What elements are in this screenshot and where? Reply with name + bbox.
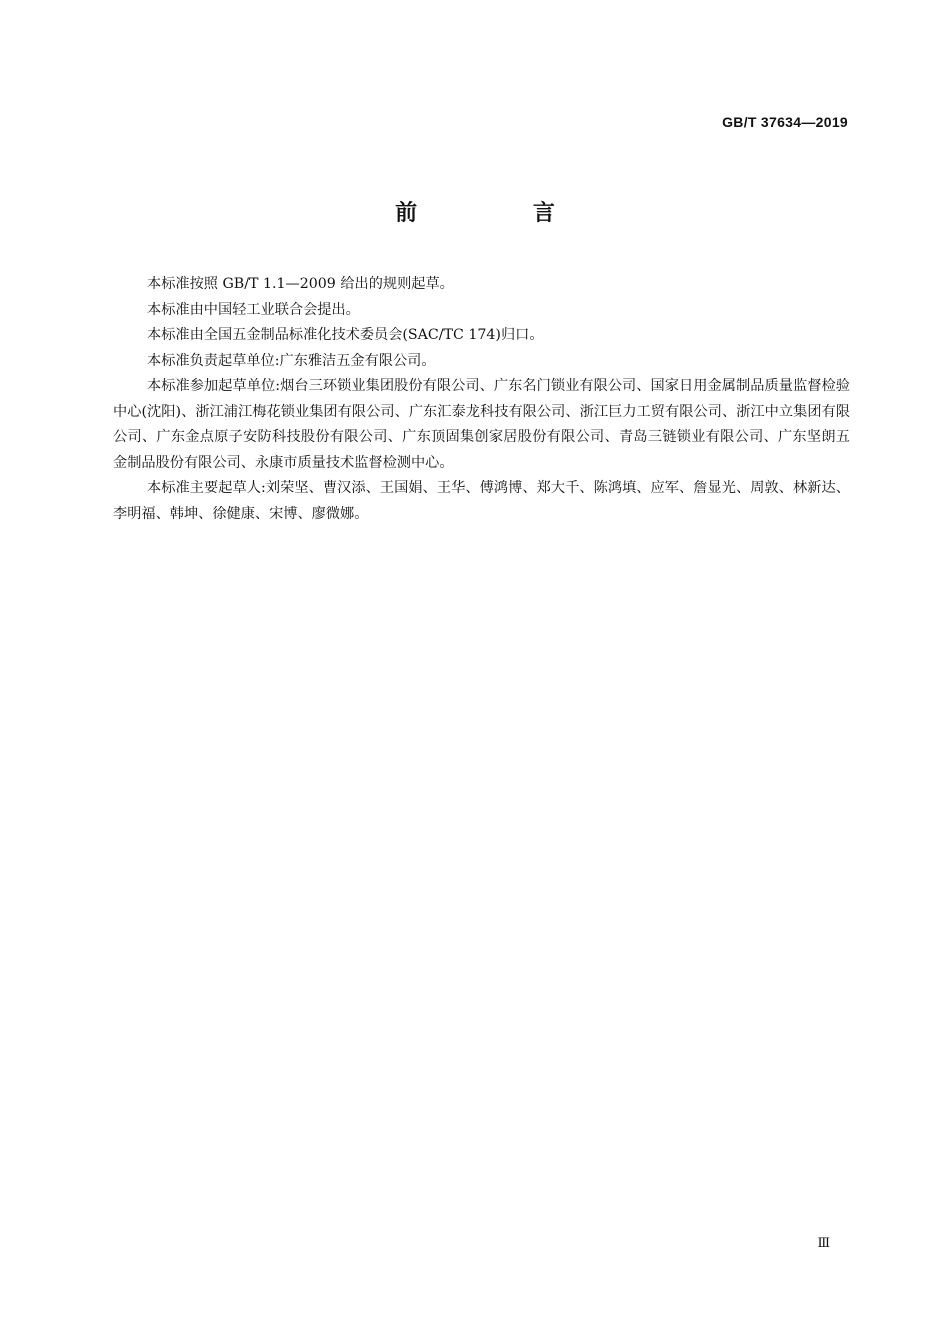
page-number: Ⅲ — [817, 1236, 830, 1251]
paragraph-responsible-committee: 本标准由全国五金制品标准化技术委员会(SAC/TC 174)归口。 — [147, 327, 544, 343]
standard-number: GB/T 37634—2019 — [722, 114, 848, 130]
page-title: 前 言 — [395, 201, 609, 226]
paragraph-main-drafters: 本标准主要起草人:刘荣坚、曹汉添、王国娟、王华、傅鸿博、郑大千、陈鸿填、应军、詹显光、周敦、林新达、李明福、韩坤、徐健康、宋博、廖微娜。 — [113, 480, 850, 522]
paragraph-participating-units: 本标准参加起草单位:烟台三环锁业集团股份有限公司、广东名门锁业有限公司、国家日用金属制品质量监督检验中心(沈阳)、浙江浦江梅花锁业集团有限公司、广东汇泰龙科技有限公司、浙江巨力工贸有限公司、浙江中立集团有限公司、广东金点原子安防科技股份有限公司、广东顶固集创家居股份有限公司、青岛三链锁业有限公司、广东坚朗五金制品股份有限公司、永康市质量技术监督检测中心。 — [113, 378, 850, 471]
paragraph-lead-drafter: 本标准负责起草单位:广东雅洁五金有限公司。 — [147, 352, 436, 369]
foreword-body — [113, 272, 850, 527]
paragraph-proposer: 本标准由中国轻工业联合会提出。 — [147, 301, 360, 318]
paragraph-drafting-rules: 本标准按照 GB/T 1.1—2009 给出的规则起草。 — [147, 276, 454, 292]
